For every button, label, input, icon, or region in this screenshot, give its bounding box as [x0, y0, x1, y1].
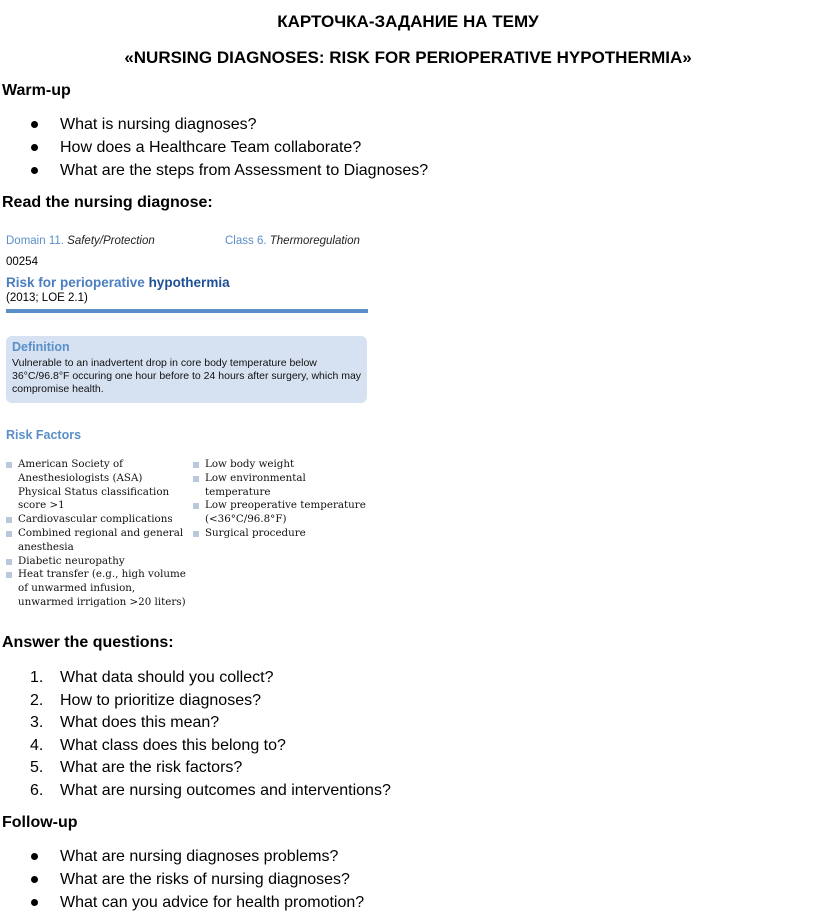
risk-factor-text: Low preoperative temperature (<36°C/96.8°F)	[205, 499, 366, 526]
item-number: 6.	[30, 781, 44, 799]
bullet-icon	[31, 144, 38, 151]
diagnosis-name	[6, 275, 230, 290]
item-number: 3.	[30, 714, 44, 732]
question-text: What data should you collect?	[60, 669, 274, 686]
read-heading: Read the nursing diagnose:	[2, 194, 213, 211]
title-line-2: «NURSING DIAGNOSES: RISK FOR PERIOPERATIVE HYPOTHERMIA»	[124, 48, 692, 67]
domain-value: Safety/Protection	[67, 235, 155, 247]
title-line-1: КАРТОЧКА-ЗАДАНИЕ НА ТЕМУ	[277, 12, 539, 31]
class-value: Thermoregulation	[269, 235, 360, 247]
warmup-heading: Warm-up	[2, 82, 71, 99]
bullet-icon	[31, 121, 38, 128]
warmup-item-text: What are the steps from Assessment to Diagnoses?	[60, 162, 429, 179]
risk-factor-text: Diabetic neuropathy	[18, 554, 125, 567]
list-item	[0, 690, 391, 713]
item-number: 5.	[30, 759, 44, 777]
diagnosis-year: (2013; LOE 2.1)	[6, 292, 88, 304]
question-text: What class does this belong to?	[60, 736, 286, 754]
risk-factor-item	[6, 555, 186, 569]
square-bullet-icon	[6, 559, 12, 565]
item-number: 4.	[30, 736, 44, 754]
risk-factors-right	[193, 458, 368, 541]
item-number: 2.	[30, 691, 44, 709]
question-text: How to prioritize diagnoses?	[60, 691, 261, 709]
risk-factor-item	[6, 513, 186, 527]
definition-box	[6, 336, 367, 403]
risk-factor-item	[6, 568, 186, 609]
followup-heading: Follow-up	[2, 814, 78, 831]
risk-factor-item	[6, 527, 186, 555]
diagnosis-name-plain: Risk for perioperative	[6, 275, 145, 290]
list-item	[0, 667, 391, 690]
item-number: 1.	[30, 669, 44, 686]
risk-factor-text: American Society of Anesthesiologists (ASA) Physical Status classification score >1	[18, 458, 170, 512]
warmup-item-text: How does a Healthcare Team collaborate?	[60, 139, 362, 156]
risk-factor-text: Heat transfer (e.g., high volume of unwarmed infusion, unwarmed irrigation >20 liters)	[18, 568, 186, 608]
followup-item-text: What can you advice for health promotion?	[60, 894, 365, 911]
square-bullet-icon	[193, 462, 199, 468]
warmup-list	[0, 113, 428, 182]
definition-text: Vulnerable to an inadvertent drop in core body temperature below 36°C/96.8°F occuring one hour before to 24 hours after surgery, which may compromise health.	[12, 357, 362, 395]
risk-factor-item	[193, 458, 368, 472]
bullet-icon	[31, 899, 38, 906]
answer-heading: Answer the questions:	[2, 634, 174, 651]
diagnosis-name-bold: hypothermia	[148, 275, 230, 290]
risk-factor-text: Surgical procedure	[205, 526, 306, 539]
bullet-icon	[31, 167, 38, 174]
square-bullet-icon	[6, 462, 12, 468]
risk-factor-text: Low body weight	[205, 458, 295, 470]
bullet-icon	[31, 853, 38, 860]
risk-factor-item	[193, 527, 368, 541]
risk-factor-item	[193, 499, 368, 527]
list-item	[0, 113, 428, 136]
risk-factor-text: Combined regional and general anesthesia	[18, 526, 184, 553]
list-item	[0, 891, 364, 914]
square-bullet-icon	[6, 572, 12, 578]
square-bullet-icon	[6, 517, 12, 523]
list-item	[0, 845, 364, 868]
square-bullet-icon	[193, 531, 199, 537]
square-bullet-icon	[193, 503, 199, 509]
question-text: What does this mean?	[60, 714, 220, 732]
list-item	[0, 757, 391, 780]
followup-item-text: What are the risks of nursing diagnoses?	[60, 871, 350, 888]
answer-list	[0, 667, 391, 803]
risk-factor-text: Low environmental temperature	[205, 471, 306, 498]
question-text: What are nursing outcomes and interventions?	[60, 781, 391, 799]
domain-class-row	[6, 235, 370, 247]
divider	[6, 309, 368, 313]
list-item	[0, 712, 391, 735]
square-bullet-icon	[6, 531, 12, 537]
risk-factor-item	[193, 472, 368, 500]
list-item	[0, 735, 391, 758]
bullet-icon	[31, 876, 38, 883]
list-item	[0, 136, 428, 159]
domain-label: Domain 11.	[6, 235, 64, 247]
risk-factor-item	[6, 458, 186, 513]
list-item	[0, 780, 391, 803]
list-item	[0, 159, 428, 182]
square-bullet-icon	[193, 476, 199, 482]
definition-title: Definition	[12, 340, 70, 354]
class-label: Class 6.	[225, 235, 267, 247]
followup-item-text: What are nursing diagnoses problems?	[60, 848, 339, 865]
risk-factors-left	[6, 458, 186, 610]
question-text: What are the risk factors?	[60, 759, 243, 777]
warmup-item-text: What is nursing diagnoses?	[60, 116, 257, 133]
list-item	[0, 868, 364, 891]
followup-list	[0, 845, 364, 914]
risk-factors-title: Risk Factors	[6, 428, 82, 442]
risk-factor-text: Cardiovascular complications	[18, 513, 173, 526]
diagnosis-code: 00254	[6, 256, 38, 268]
nanda-excerpt	[6, 230, 370, 610]
